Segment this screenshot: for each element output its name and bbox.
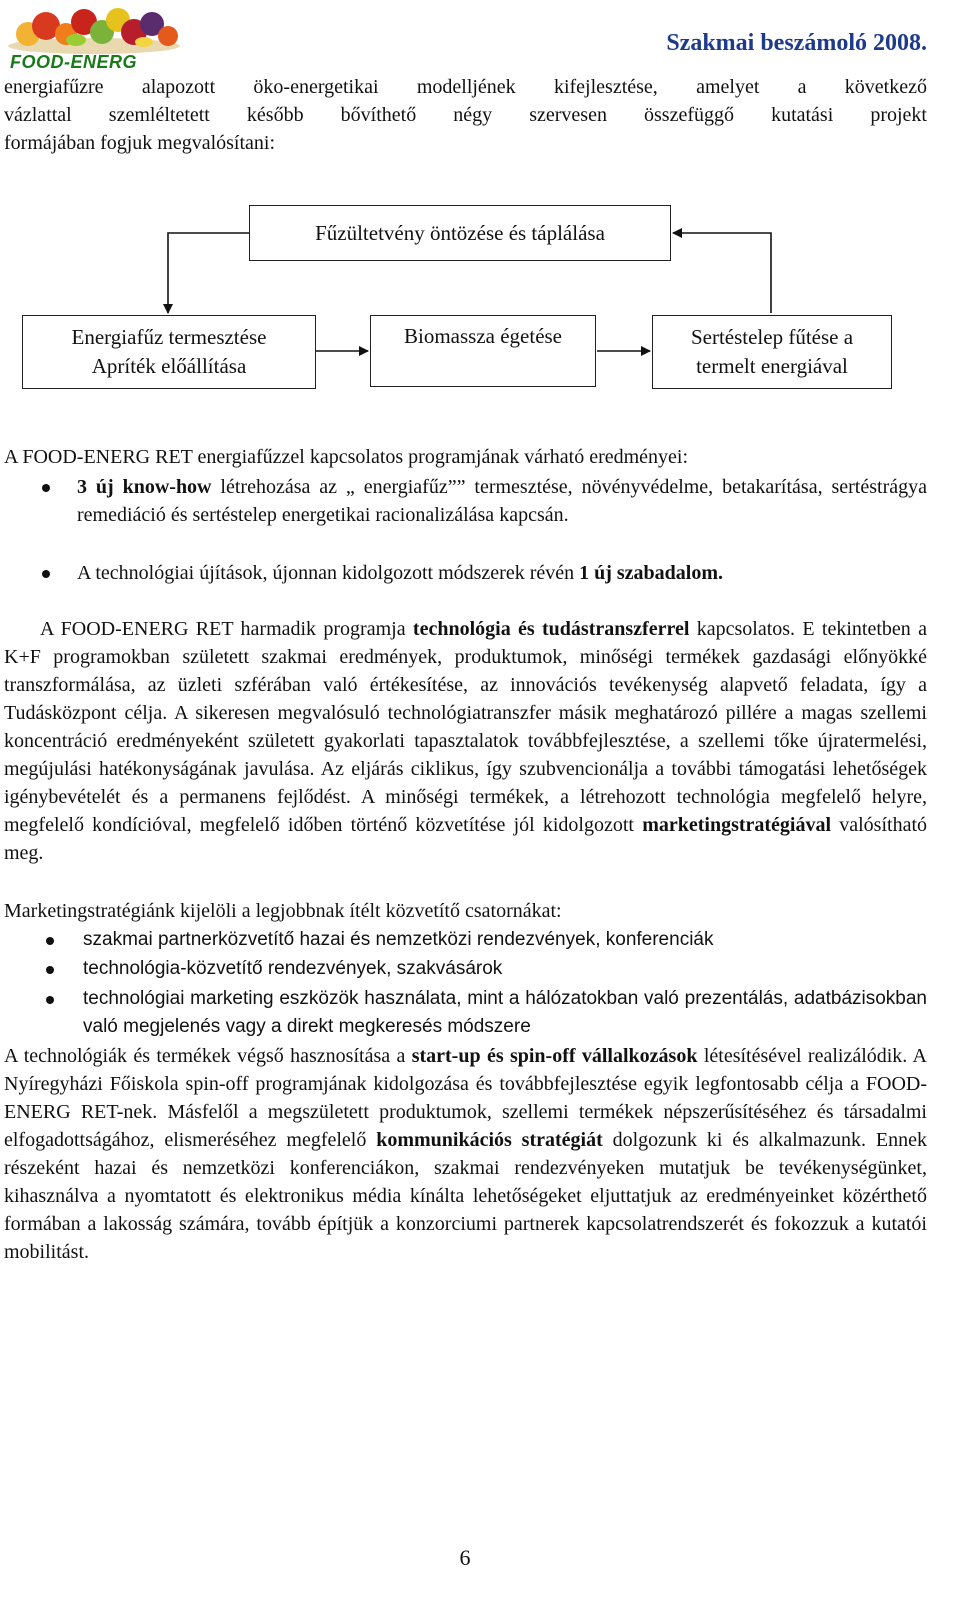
diagram-box-cultivation-line-2: Apríték előállítása <box>91 354 247 378</box>
para1-a: A FOOD-ENERG RET harmadik programja <box>40 618 413 640</box>
fruit-vegetables-logo-icon <box>6 4 182 54</box>
page-number: 6 <box>459 1545 471 1570</box>
logo-text: FOOD-ENERG <box>10 52 138 72</box>
diagram-box-cultivation <box>22 315 316 389</box>
channel-item-3: technológiai marketing eszközök használata, mint a hálózatokban való prezentálás, adatbázisokban való megjelenés vagy a direkt megkeresés módszere <box>83 988 927 1037</box>
diagram-box-cultivation-line-1: Energiafűz termesztése <box>71 325 267 349</box>
result-item-1-bold: 3 új know-how <box>77 476 212 498</box>
bullet-icon <box>46 966 54 974</box>
para1-bold-technology: technológia és tudástranszferrel <box>412 618 690 640</box>
intro-line-3: formájában fogjuk megvalósítani: <box>4 132 276 154</box>
para1-c: kapcsolatos. E tekintetben a K+F programokban született szakmai eredmények, produktumok, minőségi termékek gazdasági előnyökké transzformálása, az üzleti szférában való értékesítése, az innovációs tevékenység alapvető feladata, így a Tudásközpont célja. A sikeresen megvalósuló technológiatranszfer másik meghatározó pillére a magas szellemi koncentráció eredményeként született gyakorlati tapasztalatok továbbfejlesztése, a szellemi tőke újratermelési, megújulási hatékonyságának javulása. Az eljárás ciklikus, így szubvencionálja a további támogatási lehetőségek igénybevételét és a permanens fejlődést. A minőségi termékek, a létrehozott technológia megfelelő helyre, megfelelő kondícióval, megfelelő időben történő közvetítése jól kidolgozott <box>4 618 928 836</box>
para2-e: dolgozunk ki és alkalmazunk. Ennek részeként hazai és nemzetközi konferenciákon, szakmai rendezvényeken mutatjuk be tevékenységünket, kihasználva a nyomtatott és elektronikus média kínálta lehetőségeket eljuttatjuk az eredményeinket közérthető formában a lakosság számára, tovább építjük a konzorciumi partnerek kapcsolatrendszerét és fokozzuk a kutatói mobilitást. <box>4 1129 927 1263</box>
diagram-box-heating-line-1: Sertéstelep fűtése a <box>690 325 854 349</box>
channels-intro: Marketingstratégiánk kijelöli a legjobbnak ítélt közvetítő csatornákat: <box>4 900 562 922</box>
result-item-2 <box>77 559 927 587</box>
diagram-box-combustion-label: Biomassza égetése <box>403 324 563 348</box>
spin-off-paragraph <box>4 1042 927 1266</box>
diagram-box-heating-line-2: termelt energiával <box>696 354 848 378</box>
technology-transfer-paragraph <box>4 615 927 867</box>
para1-e: valósítható meg. <box>4 814 928 864</box>
result-item-1-text: létrehozása az „ energiafűz”” termesztése, növényvédelme, betakarítása, sertéstrágya remediáció és sertéstelep energetikai racionalizálása kapcsán. <box>77 476 927 526</box>
para2-bold-startup: start-up és spin-off vállalkozások <box>411 1045 698 1067</box>
result-item-1 <box>77 473 927 529</box>
bullet-icon <box>42 484 50 492</box>
bullet-icon <box>46 996 54 1004</box>
channel-item-1: szakmai partnerközvetítő hazai és nemzetközi rendezvények, konferenciák <box>83 929 714 950</box>
diagram-box-irrigation <box>249 205 671 261</box>
result-item-2-bold: 1 új szabadalom. <box>579 562 724 584</box>
result-item-2-text: A technológiai újítások, újonnan kidolgozott módszerek révén <box>77 562 580 584</box>
food-energ-logo <box>6 4 182 72</box>
report-title: Szakmai beszámoló 2008. <box>666 30 927 56</box>
diagram-box-combustion <box>370 315 596 387</box>
bullet-icon <box>42 570 50 578</box>
intro-line-2: vázlattal szemléltetett később bővíthető négy szervesen összefüggő kutatási projekt <box>4 104 927 126</box>
bullet-icon <box>46 937 54 945</box>
para2-c: létesítésével realizálódik. A Nyíregyházi Főiskola spin-off programjának kidolgozása és továbbfejlesztése egyik legfontosabb célja a FOOD-ENERG RET-nek. Másfelől a megszületett produktumok, szellemi termékek népszerűsítéséhez és társadalmi elfogadottságához, elismeréséhez megfelelő <box>4 1045 928 1151</box>
intro-line-1: energiafűzre alapozott öko-energetikai modelljének kifejlesztése, amelyet a következő <box>4 76 927 98</box>
intro-paragraph <box>4 73 927 157</box>
diagram-box-heating <box>652 315 892 389</box>
results-heading: A FOOD-ENERG RET energiafűzzel kapcsolatos programjának várható eredményei: <box>4 446 689 468</box>
channel-item-2: technológia-közvetítő rendezvények, szakvásárok <box>83 958 503 979</box>
para2-a: A technológiák és termékek végső hasznosítása a <box>4 1045 412 1067</box>
diagram-box-irrigation-label: Fűzültetvény öntözése és táplálása <box>315 220 605 245</box>
para2-bold-communication: kommunikációs stratégiát <box>376 1129 603 1151</box>
para1-bold-marketing: marketingstratégiával <box>642 814 832 836</box>
